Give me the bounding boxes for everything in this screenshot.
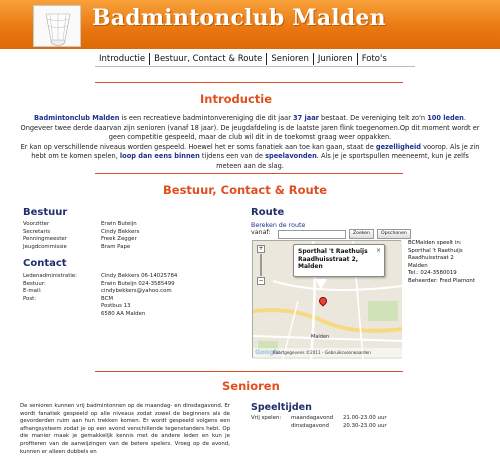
site-title: Badmintonclub Malden (92, 5, 386, 31)
bestuur-role: Penningmeester (23, 236, 67, 242)
zoeken-button[interactable]: Zoeken (349, 229, 374, 239)
speeltijd-label: Vrij spelen: (251, 415, 282, 421)
bestuur-role: Secretaris (23, 228, 51, 235)
speeltijd-day: maandagavond (291, 415, 334, 421)
google-map[interactable] (252, 240, 401, 358)
contact-value: Erwin Buteijn 024-3585499 (101, 280, 175, 287)
map-zoom-control[interactable]: + − (258, 245, 264, 284)
contact-label: Post: (23, 295, 37, 302)
bestuur-heading: Bestuur (23, 207, 68, 218)
intro-text-fragment: Er kan op verschillende niveaus worden gespeeld. Hoewel het er soms fanatiek aan toe kan gaan, staat de (20, 142, 376, 151)
contact-label: Bestuur: (23, 280, 46, 287)
section-divider (95, 82, 403, 83)
seniors-paragraph: De senioren kunnen vrij badmintonnen op de maandag- en dinsdagavond. Er wordt fanatiek gespeeld op alle niveaus zodat zowel de beginners als de gevorderden ruim aan hun trekken komen. Er wordt gespeeld volgens een afhangsysteem zodat je op een avond verschillende tegenstanders hebt. Op die manier maak je gemakkelijk kennis met de andere leden en kun je profiteren van de aanwijzingen van de betere spelers. Vroeg op de avond, kunnen er alleen dubbels en (20, 403, 230, 455)
intro-text-fragment: bestaat. De vereniging telt zo'n (318, 114, 428, 122)
bestuur-role: Voorzitter (23, 221, 50, 227)
map-town-label: Malden (311, 334, 330, 340)
map-callout-pointer (315, 279, 327, 289)
intro-text-fragment: . Als je je sportspullen meeneemt, kun je zelfs meteen aan de slag. (216, 152, 469, 170)
map-attribution[interactable]: Kaartgegevens ©2011 - Gebruiksvoorwaarden (253, 348, 402, 357)
loop-binnen-highlight: loop dan eens binnen (119, 152, 200, 161)
gezelligheid-highlight: gezelligheid (375, 142, 422, 151)
section-divider (95, 371, 403, 372)
contact-heading: Contact (23, 258, 67, 269)
speelavonden-highlight: speelavonden (265, 152, 317, 161)
nav-divider (95, 66, 415, 67)
speeltijd-label (251, 423, 291, 431)
contact-label: Ledenadministratie: (23, 273, 77, 279)
section-divider (95, 173, 403, 174)
route-info-line: Sporthal 't Raethuijs (408, 247, 463, 254)
route-info (408, 240, 496, 285)
nav-introductie[interactable]: Introductie (99, 53, 146, 64)
speeltijden-heading: Speeltijden (251, 402, 312, 413)
bestuur-role: Jeugdcommissie (23, 243, 67, 250)
map-close-icon[interactable]: × (375, 247, 381, 254)
contact-list (23, 273, 181, 318)
intro-text-fragment: tijdens een van de (199, 152, 266, 161)
route-link[interactable]: Bereken de route (251, 222, 306, 229)
header-banner (0, 0, 500, 49)
contact-value: Postbus 13 (101, 303, 131, 309)
bestuur-section-title: Bestuur, Contact & Route (163, 183, 328, 197)
bestuur-list (23, 221, 181, 251)
main-nav (95, 51, 391, 66)
contact-value: Cindy Bekkers 06-14025784 (101, 273, 178, 279)
nav-junioren[interactable]: Junioren (317, 53, 353, 64)
route-info-line: Malden (408, 262, 428, 269)
speeltijd-time: 20.30-23.00 uur (343, 422, 387, 429)
route-info-line: Tel.: 024-3580019 (408, 270, 457, 276)
contact-value: BCM (101, 295, 114, 302)
contact-label (23, 303, 101, 311)
years-highlight: 37 jaar (293, 114, 319, 122)
nav-senioren[interactable]: Senioren (271, 53, 309, 64)
seniors-title: Senioren (222, 379, 280, 393)
shuttlecock-logo-icon (33, 5, 81, 47)
route-heading: Route (251, 207, 285, 218)
bestuur-name: Bram Pape (101, 243, 131, 250)
nav-fotos[interactable]: Foto's (361, 53, 387, 64)
opschonen-button[interactable]: Opschonen (377, 229, 411, 239)
intro-title: Introductie (200, 92, 273, 106)
map-info-window (293, 244, 385, 277)
contact-label (23, 311, 101, 319)
email-link[interactable]: cindybekkers@yahoo.com (101, 288, 172, 294)
route-info-line: Beheerder: Fred Plamont (408, 277, 475, 284)
bestuur-name: Erwin Buteijn (101, 221, 137, 227)
intro-text-fragment: is een recreatieve badmintonvereniging die dit jaar (119, 114, 294, 122)
speeltijd-day: dinsdagavond (291, 422, 329, 429)
intro-paragraph (20, 114, 480, 172)
speeltijd-time: 21.00-23.00 uur (343, 415, 387, 421)
members-highlight: 100 leden (427, 114, 464, 122)
contact-label: E-mail: (23, 288, 42, 294)
contact-value: 6580 AA Malden (101, 310, 146, 317)
bestuur-name: Freek Zegger (101, 236, 137, 242)
route-vanaf-label: vanaf: (251, 229, 271, 236)
route-info-line: BCMalden speelt in: (408, 240, 462, 246)
speeltijden-table (251, 415, 393, 430)
bestuur-name: Cindy Bekkers (101, 228, 140, 235)
intro-text-fragment: . Ongeveer twee derde daarvan zijn senioren (vanaf 18 jaar). De jeugdafdeling is de laatste jaren flink toegenomen.Op dit moment wordt er geen competitie gespeeld, maar de club wil dit in de toekomst graag weer oppakken. (20, 114, 480, 142)
route-info-line: Raadhuisstraat 2 (408, 255, 454, 261)
intro-text-fragment: voorop. Als je zin hebt om te komen spelen, (31, 142, 480, 161)
club-name-highlight: Badmintonclub Malden (34, 114, 120, 122)
map-place-name: Sporthal 't Raethuijs (298, 248, 368, 255)
nav-bestuur-contact-route[interactable]: Bestuur, Contact & Route (154, 53, 263, 64)
route-from-input[interactable] (278, 230, 346, 239)
map-address: Raadhuisstraat 2, Malden (298, 255, 359, 270)
